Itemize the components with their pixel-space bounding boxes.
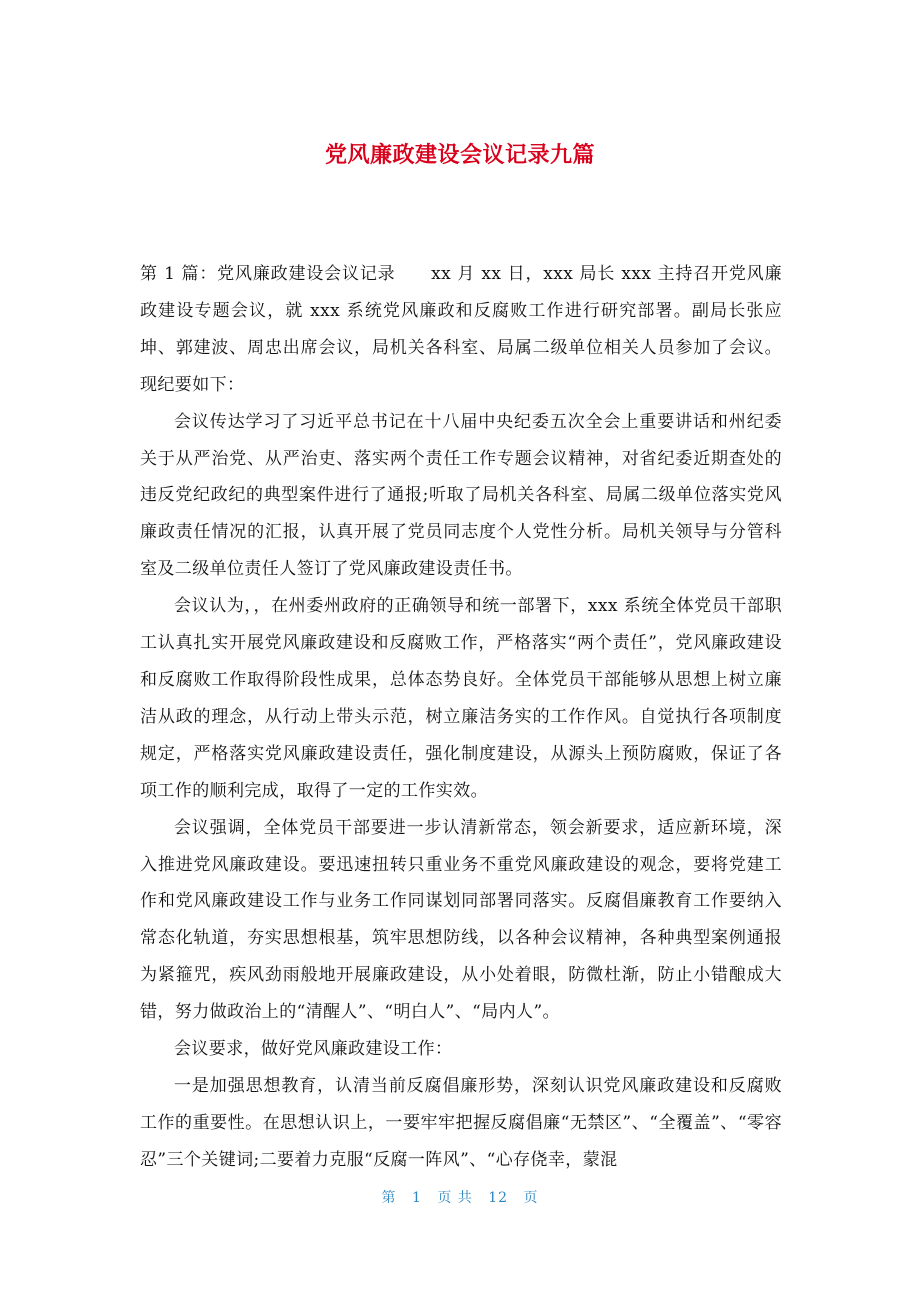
current-page-number: 1 <box>411 1190 422 1206</box>
paragraph-5: 会议要求，做好党风廉政建设工作： <box>174 1039 453 1060</box>
total-pages-number: 12 <box>488 1190 509 1206</box>
page-footer <box>0 1186 920 1210</box>
paragraph-1: 第 1 篇：党风廉政建设会议记录 xx 月 xx 日，xxx 局长 xxx 主持召开党风廉政建设专题会议，就 xxx 系统党风廉政和反腐败工作进行研究部署。副局长张应坤、郭建波、周忠出席会议，局机关各科室、局属二级单位相关人员参加了会议。现纪要如下： <box>140 264 782 395</box>
paragraph-3: 会议认为，，在州委州政府的正确领导和统一部署下，xxx 系统全体党员干部职工认真扎实开展党风廉政建设和反腐败工作，严格落实“两个责任”，党风廉政建设和反腐败工作取得阶段性成果，总体态势良好。全体党员干部能够从思想上树立廉洁从政的理念，从行动上带头示范，树立廉洁务实的工作作风。自觉执行各项制度规定，严格落实党风廉政建设责任，强化制度建设，从源头上预防腐败，保证了各项工作的顺利完成，取得了一定的工作实效。 <box>140 596 782 801</box>
paragraph-2: 会议传达学习了习近平总书记在十八届中央纪委五次全会上重要讲话和州纪委关于从严治党、从严治吏、落实两个责任工作专题会议精神，对省纪委近期查处的违反党纪政纪的典型案件进行了通报;听取了局机关各科室、局属二级单位落实党风廉政责任情况的汇报，认真开展了党员同志度个人党性分析。局机关领导与分管科室及二级单位责任人签订了党风廉政建设责任书。 <box>140 411 782 580</box>
paragraph-4: 会议强调，全体党员干部要进一步认清新常态，领会新要求，适应新环境，深入推进党风廉政建设。要迅速扭转只重业务不重党风廉政建设的观念，要将党建工作和党风廉政建设工作与业务工作同谋划同部署同落实。反腐倡廉教育工作要纳入常态化轨道，夯实思想根基，筑牢思想防线，以各种会议精神，各种典型案例通报为紧箍咒，疾风劲雨般地开展廉政建设，从小处着眼，防微杜渐，防止小错酿成大错，努力做政治上的“清醒人”、“明白人”、“局内人”。 <box>140 817 782 1023</box>
document-body <box>140 256 782 1179</box>
footer-suffix: 页 <box>523 1190 539 1206</box>
paragraph-6: 一是加强思想教育，认清当前反腐倡廉形势，深刻认识党风廉政建设和反腐败工作的重要性。在思想认识上，一要牢牢把握反腐倡廉“无禁区”、“全覆盖”、“零容忍”三个关键词;二要着力克服“反腐一阵风”、“心存侥幸，蒙混 <box>140 1075 782 1170</box>
footer-middle: 页 共 <box>437 1190 473 1206</box>
document-title: 党风廉政建设会议记录九篇 <box>324 143 595 168</box>
footer-prefix: 第 <box>381 1190 397 1206</box>
